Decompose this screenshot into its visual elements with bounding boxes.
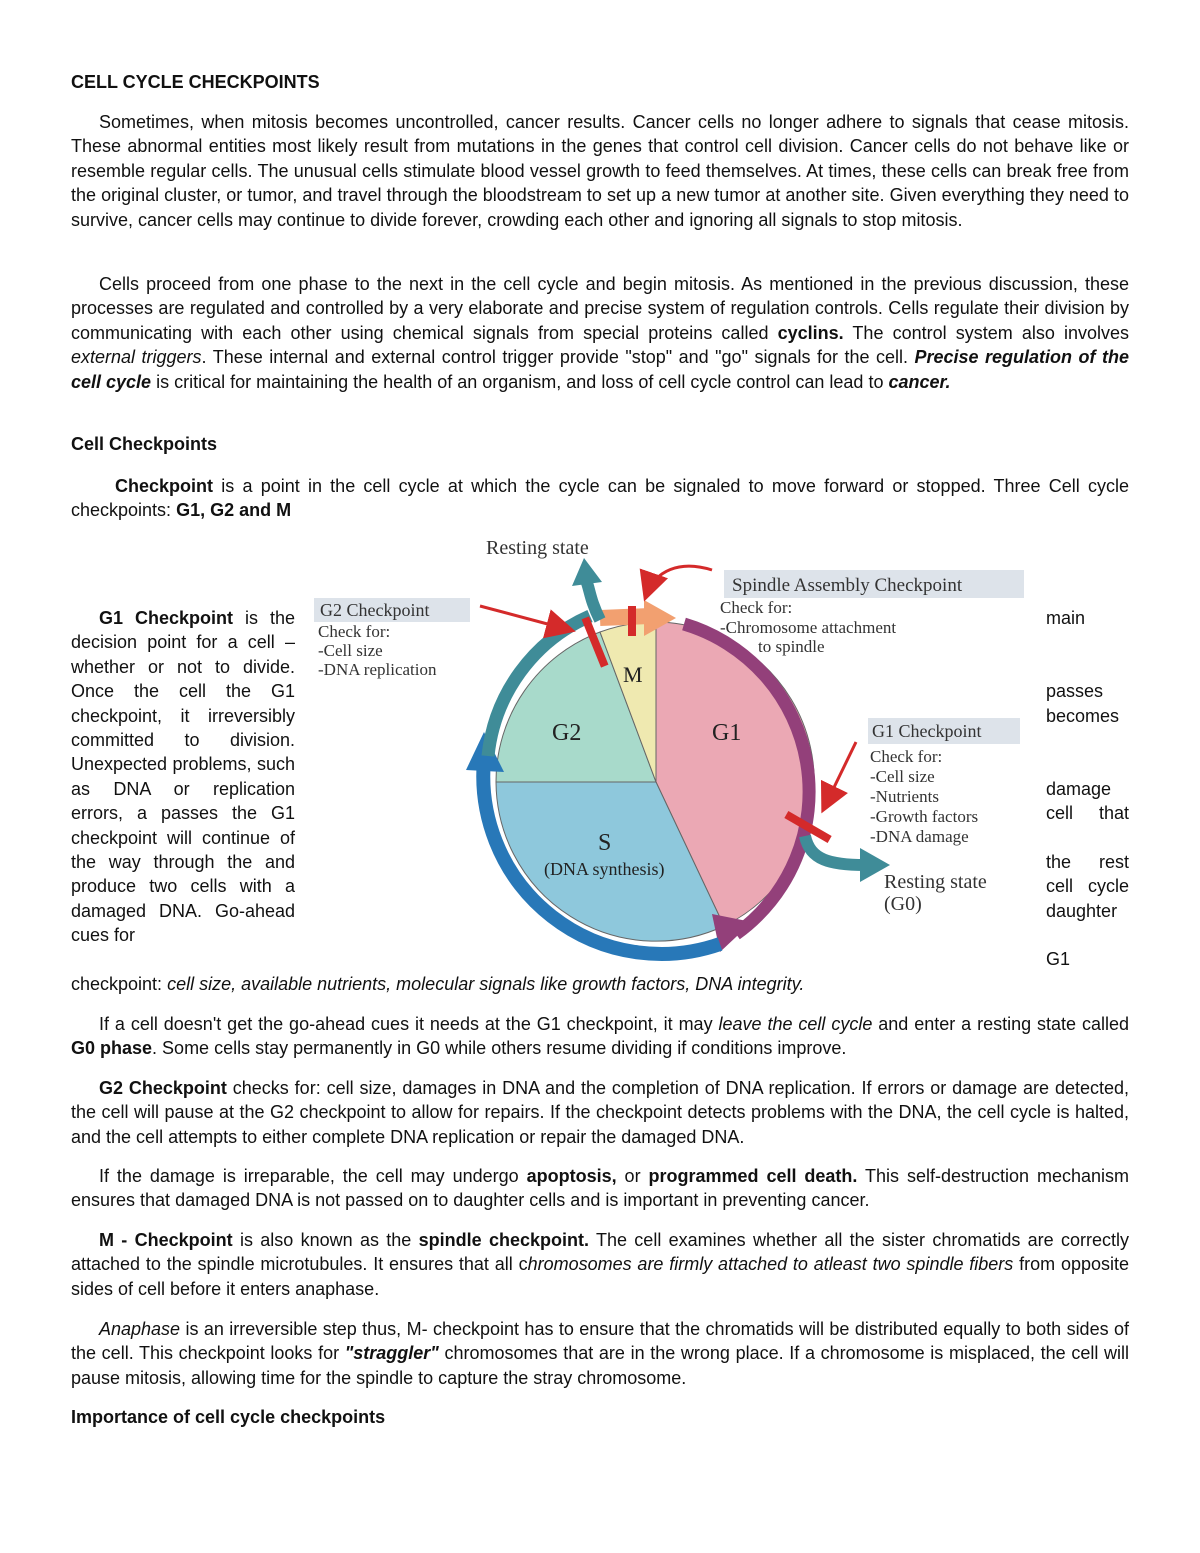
resting-state-g0-label: Resting state: [884, 871, 987, 893]
cyclins-term: cyclins.: [777, 322, 844, 343]
g1cp-item-3: -Growth factors: [870, 807, 979, 826]
section-heading-importance: Importance of cell cycle checkpoints: [71, 1407, 386, 1427]
g0-paragraph: If a cell doesn't get the go-ahead cues it needs at the G1 checkpoint, it may leave the cell cycle and enter a resting state called G0 phase. Some cells stay permanently in G0 while others resume dividing if conditions improve.: [71, 1014, 1130, 1059]
phase-s-label: S: [598, 830, 612, 856]
phase-g2-label: G2: [552, 720, 582, 746]
resting-arrow-g0: [805, 836, 865, 865]
cell-cycle-diagram: [300, 530, 1040, 980]
ring-m-arrow: [600, 616, 650, 618]
spindle-check-label: Check for:: [720, 598, 793, 617]
fragment-line: daughter: [1046, 900, 1118, 921]
phase-s-sub-label: (DNA synthesis): [544, 859, 665, 879]
resting-state-top-label: Resting state: [486, 537, 589, 559]
spindle-item-2: to spindle: [758, 637, 825, 656]
g2-check-label: Check for:: [318, 622, 391, 641]
g1-right-fragments: [1046, 606, 1129, 972]
page-title: CELL CYCLE CHECKPOINTS: [71, 72, 320, 92]
spindle-checkpoint-title: Spindle Assembly Checkpoint: [732, 575, 963, 596]
spindle-item-1: -Chromosome attachment: [720, 618, 897, 637]
fragment-line: damage: [1046, 778, 1112, 799]
phase-m-label: M: [623, 662, 643, 687]
g1cp-check-label: Check for:: [870, 747, 943, 766]
g1-checkpoint-paragraph: G1 Checkpoint is the decision point for a cell – whether or not to divide. Once the cell the G1 checkpoint, it irreversibly committed to division. Unexpected problems, such as DNA or replication errors, a passes the G1 checkpoint will continue of the way through the and produce two cells with a damaged DNA. Go-ahead cues for: [71, 608, 295, 946]
fragment-line: G1: [1046, 949, 1071, 970]
regulation-paragraph: Cells proceed from one phase to the next in the cell cycle and begin mitosis. As mentioned in the previous discussion, these processes are regulated and controlled by a very elaborate and precise system of regulation controls. Cells regulate their division by communicating with each other using chemical signals from special proteins called cyclins. The control system also involves external triggers. These internal and external control trigger provide "stop" and "go" signals for the cell. Precise regulation of the cell cycle is critical for maintaining the health of an organism, and loss of cell cycle control can lead to cancer.: [71, 274, 1129, 392]
fragment-line: becomes: [1046, 705, 1120, 726]
g1cp-item-2: -Nutrients: [870, 787, 939, 806]
g1-pointer-arrow: [824, 742, 856, 808]
apoptosis-paragraph: If the damage is irreparable, the cell may undergo apoptosis, or programmed cell death. This self-destruction mechanism ensures that damaged DNA is not passed on to daughter cells and is important in preventing cancer.: [71, 1166, 1129, 1211]
g2-item-2: -DNA replication: [318, 660, 437, 679]
cancer-term: cancer.: [888, 371, 951, 392]
checkpoint-definition: Checkpoint is a point in the cell cycle at which the cycle can be signaled to move forward or stopped. Three Cell cycle checkpoints: G1, G2 and M: [71, 476, 1129, 521]
phase-g1-label: G1: [712, 720, 742, 746]
m-pointer-arrow: [646, 566, 712, 596]
section-heading-cell-checkpoints: Cell Checkpoints: [71, 434, 218, 454]
g2-checkpoint-title: G2 Checkpoint: [320, 600, 430, 620]
fragment-line: main: [1046, 608, 1086, 628]
m-checkpoint-bar: [628, 606, 636, 636]
fragment-line: passes: [1046, 681, 1104, 702]
g1-cues-line: checkpoint: cell size, available nutrients, molecular signals like growth factors, DNA integrity.: [71, 974, 805, 994]
g0-label: (G0): [884, 893, 922, 915]
fragment-line: the rest: [1046, 851, 1129, 872]
g2-paragraph: G2 Checkpoint checks for: cell size, damages in DNA and the completion of DNA replication. If errors or damage are detected, the cell will pause at the G2 checkpoint to allow for repairs. If the checkpoint detects problems with the DNA, the cell cycle is halted, and the cell attempts to either complete DNA replication or repair the damaged DNA.: [71, 1078, 1129, 1147]
fragment-line: cell cycle: [1046, 876, 1129, 897]
m-checkpoint-paragraph: M - Checkpoint is also known as the spindle checkpoint. The cell examines whether all the sister chromatids are correctly attached to the spindle microtubules. It ensures that all chromosomes are firmly attached to atleast two spindle fibers from opposite sides of cell before it enters anaphase.: [71, 1230, 1130, 1299]
g2-item-1: -Cell size: [318, 641, 383, 660]
g2-pointer-arrow: [480, 606, 570, 630]
fragment-line: cell that: [1046, 803, 1129, 824]
anaphase-paragraph: Anaphase is an irreversible step thus, M- checkpoint has to ensure that the chromatids will be distributed equally to both sides of the cell. This checkpoint looks for "straggler" chromosomes that are in the wrong place. If a chromosome is misplaced, the cell will pause mitosis, allowing time for the spindle to capture the stray chromosome.: [71, 1319, 1129, 1388]
g1-checkpoint-title: G1 Checkpoint: [872, 721, 982, 741]
g1cp-item-1: -Cell size: [870, 767, 935, 786]
intro-paragraph: Sometimes, when mitosis becomes uncontrolled, cancer results. Cancer cells no longer adhere to signals that cease mitosis. These abnormal entities most likely result from mutations in the genes that control cell division. Cancer cells do not behave like or resemble regular cells. The unusual cells stimulate blood vessel growth to feed themselves. At times, these cells can break free from the original cluster, or tumor, and travel through the bloodstream to set up a new tumor at another site. Given everything they need to survive, cancer cells may continue to divide forever, crowding each other and ignoring all signals to stop mitosis.: [71, 112, 1129, 230]
g1cp-item-4: -DNA damage: [870, 827, 969, 846]
precise-regulation-term: Precise regulation of the cell cycle: [71, 347, 1129, 392]
